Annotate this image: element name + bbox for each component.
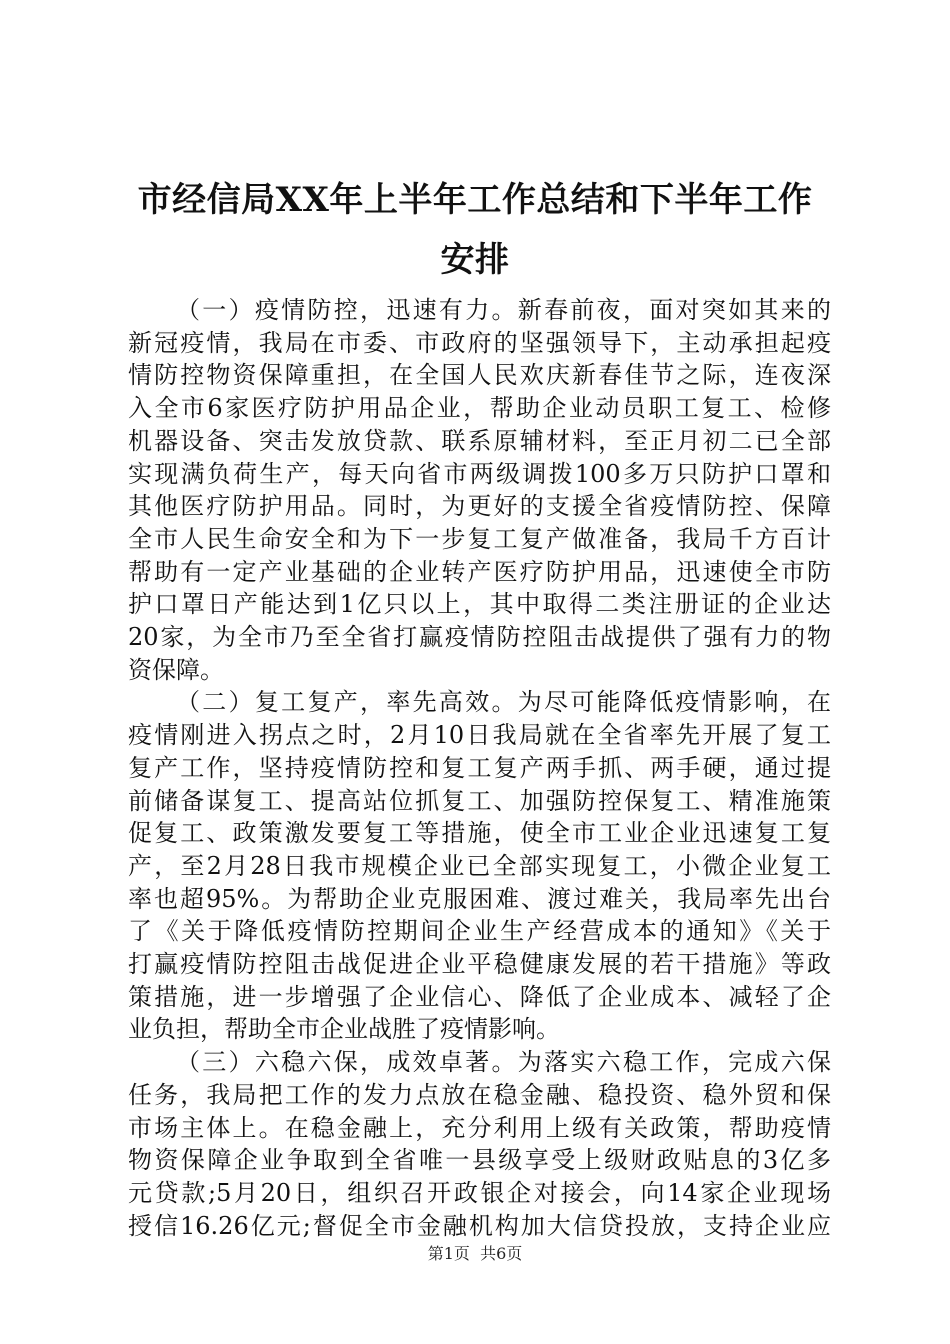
paragraph-line: 促复工、政策激发要复工等措施，使全市工业企业迅速复工复 (128, 819, 831, 848)
title-line-1: 市经信局XX年上半年工作总结和下半年工作 (137, 180, 813, 220)
paragraph-line: 情防控物资保障重担，在全国人民欢庆新春佳节之际，连夜深 (128, 361, 831, 390)
paragraph-3 (128, 1046, 831, 1242)
paragraph-line: 机器设备、突击发放贷款、联系原辅材料，至正月初二已全部 (128, 426, 831, 455)
paragraph-line: （三）六稳六保，成效卓著。为落实六稳工作，完成六保 (176, 1048, 831, 1077)
page-footer (0, 1243, 950, 1265)
paragraph-line: 元贷款;5月20日，组织召开政银企对接会，向14家企业现场 (128, 1178, 831, 1207)
paragraph-line: 其他医疗防护用品。同时，为更好的支援全省疫情防控、保障 (128, 492, 831, 521)
document-body (128, 294, 831, 1242)
title-line-2: 安排 (440, 240, 510, 280)
paragraph-line: 入全市6家医疗防护用品企业，帮助企业动员职工复工、检修 (128, 394, 831, 423)
paragraph-line: 实现满负荷生产，每天向省市两级调拨100多万只防护口罩和 (128, 459, 831, 488)
paragraph-line: 疫情刚进入拐点之时，2月10日我局就在全省率先开展了复工 (128, 721, 831, 750)
paragraph-2 (128, 686, 831, 1046)
paragraph-line: 产，至2月28日我市规模企业已全部实现复工，小微企业复工 (128, 851, 831, 880)
paragraph-line: 帮助有一定产业基础的企业转产医疗防护用品，迅速使全市防 (128, 557, 831, 586)
paragraph-line: 率也超95%。为帮助企业克服困难、渡过难关，我局率先出台 (128, 884, 831, 913)
footer-spacer (470, 1244, 480, 1263)
paragraph-line: 策措施，进一步增强了企业信心、降低了企业成本、减轻了企 (128, 982, 831, 1011)
paragraph-line: 业负担，帮助全市企业战胜了疫情影响。 (128, 1015, 560, 1044)
paragraph-line: （二）复工复产，率先高效。为尽可能降低疫情影响，在 (176, 688, 831, 717)
page-number: 第1页 (427, 1244, 470, 1263)
paragraph-line: 护口罩日产能达到1亿只以上，其中取得二类注册证的企业达 (128, 590, 831, 619)
paragraph-line: 20家，为全市乃至全省打赢疫情防控阻击战提供了强有力的物 (128, 623, 831, 652)
paragraph-line: 新冠疫情，我局在市委、市政府的坚强领导下，主动承担起疫 (128, 328, 831, 357)
paragraph-line: 任务，我局把工作的发力点放在稳金融、稳投资、稳外贸和保 (128, 1080, 831, 1109)
paragraph-line: 前储备谋复工、提高站位抓复工、加强防控保复工、精准施策 (128, 786, 831, 815)
paragraph-line: 物资保障企业争取到全省唯一县级享受上级财政贴息的3亿多 (128, 1146, 831, 1175)
paragraph-1 (128, 294, 831, 686)
paragraph-line: （一）疫情防控，迅速有力。新春前夜，面对突如其来的 (176, 296, 831, 324)
paragraph-line: 复产工作，坚持疫情防控和复工复产两手抓、两手硬，通过提 (128, 753, 831, 782)
paragraph-line: 授信16.26亿元;督促全市金融机构加大信贷投放，支持企业应 (128, 1211, 831, 1240)
paragraph-line: 全市人民生命安全和为下一步复工复产做准备，我局千方百计 (128, 524, 831, 553)
document-title (110, 170, 840, 290)
paragraph-line: 打赢疫情防控阻击战促进企业平稳健康发展的若干措施》等政 (128, 950, 831, 979)
paragraph-line: 市场主体上。在稳金融上，充分利用上级有关政策，帮助疫情 (128, 1113, 831, 1142)
paragraph-line: 资保障。 (128, 655, 224, 684)
page-total: 共6页 (480, 1244, 523, 1263)
paragraph-line: 了《关于降低疫情防控期间企业生产经营成本的通知》《关于 (128, 917, 831, 946)
